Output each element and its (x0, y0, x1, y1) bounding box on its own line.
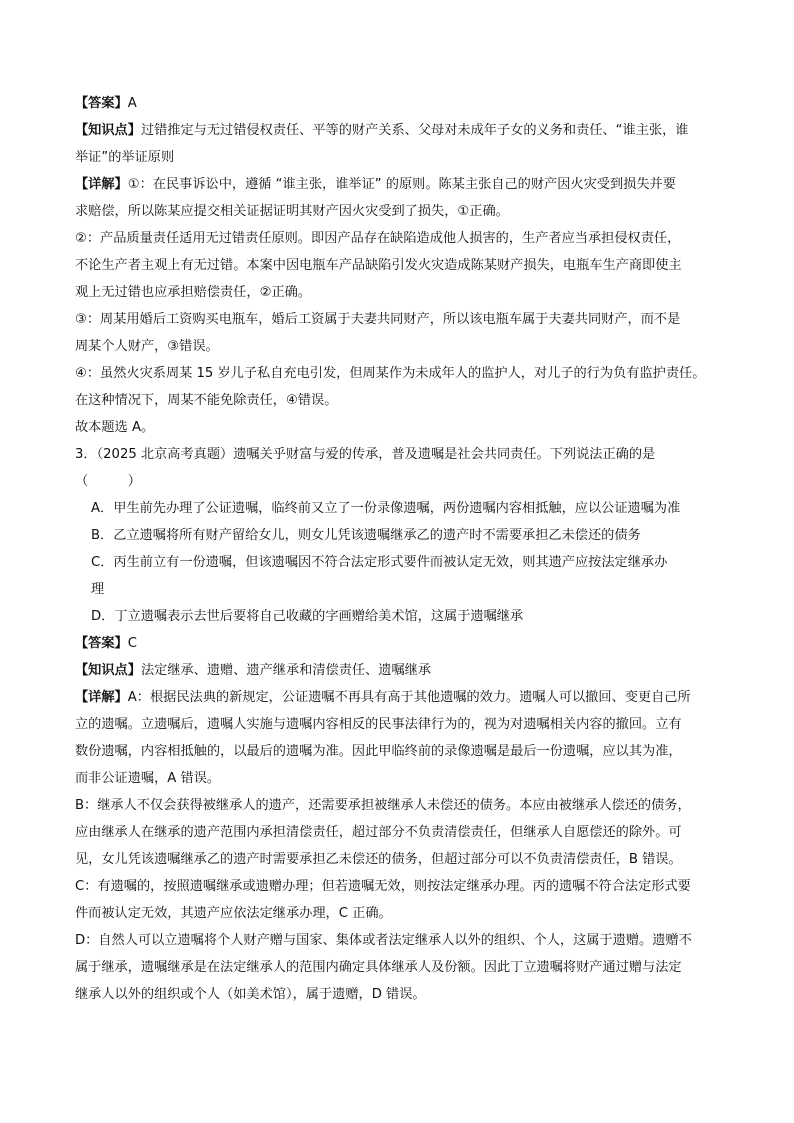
detail-text: ①：在民事诉讼中，遵循 “谁主张，谁举证” 的原则。陈某主张自己的财产因火灾受到损失并要 (127, 177, 676, 192)
q3-detail-line-2: 立的遗嘱。立遗嘱后，遗嘱人实施与遗嘱内容相反的民事法律行为的，视为对遗嘱相关内容的撤回。立有 (75, 717, 682, 732)
q2-detail-line-9: 在这种情况下，周某不能免除责任，④错误。 (75, 393, 338, 408)
q3-detail-line-10: D：自然人可以立遗嘱将个人财产赠与国家、集体或者法定继承人以外的组织、个人，这属于遗赠。遗赠不 (75, 933, 692, 948)
q2-detail-line-6: ③：周某用婚后工资购买电瓶车，婚后工资属于夫妻共同财产，所以该电瓶车属于夫妻共同财产，而不是 (75, 312, 681, 327)
detail-tag: 【详解】 (75, 690, 128, 705)
detail-text: A：根据民法典的新规定，公证遗嘱不再具有高于其他遗嘱的效力。遗嘱人可以撤回、变更自己所 (127, 690, 691, 705)
q3-detail-line-12: 继承人以外的组织或个人（如美术馆），属于遗赠，D 错误。 (75, 987, 426, 1002)
q2-detail-line (75, 171, 730, 198)
q3-answer-blank: （ ） (75, 474, 141, 489)
q2-detail-line-2: 求赔偿，所以陈某应提交相关证据证明其财产因火灾受到了损失，①正确。 (75, 204, 509, 219)
q2-detail-line-8: ④：虽然火灾系周某 15 岁儿子私自充电引发，但周某作为未成年人的监护人，对儿子的行为负有监护责任。 (75, 366, 706, 381)
q3-knowledge-line (75, 657, 730, 684)
q3-option-b: B．乙立遗嘱将所有财产留给女儿，则女儿凭该遗嘱继承乙的遗产时不需要承担乙未偿还的债务 (91, 528, 641, 543)
q3-detail-line (75, 684, 730, 711)
q2-detail-line-7: 周某个人财产，③错误。 (75, 339, 219, 354)
q2-conclusion: 故本题选 A。 (75, 420, 155, 435)
answer-tag: 【答案】 (75, 96, 128, 111)
q2-answer-line (75, 90, 730, 117)
q2-detail-line-4: 不论生产者主观上有无过错。本案中因电瓶车产品缺陷引发火灾造成陈某财产损失，电瓶车生产商即使主 (75, 258, 682, 273)
q2-detail-line-3: ②：产品质量责任适用无过错责任原则。即因产品存在缺陷造成他人损害的，生产者应当承担侵权责任， (75, 231, 681, 246)
answer-value: A (127, 96, 137, 111)
q3-option-d: D．丁立遗嘱表示去世后要将自己收藏的字画赠给美术馆，这属于遗嘱继承 (91, 609, 524, 624)
q3-detail-line-3: 数份遗嘱，内容相抵触的，以最后的遗嘱为准。因此甲临终前的录像遗嘱是最后一份遗嘱，应以其为准， (75, 744, 682, 759)
knowledge-tag: 【知识点】 (75, 663, 141, 678)
knowledge-text: 法定继承、遗赠、遗产继承和清偿责任、遗嘱继承 (140, 663, 432, 678)
q2-knowledge-line (75, 117, 730, 144)
page-content (75, 90, 730, 1008)
q3-stem: 3．（2025 北京高考真题）遗嘱关乎财富与爱的传承，普及遗嘱是社会共同责任。下列说法正确的是 (75, 447, 656, 462)
knowledge-tag: 【知识点】 (75, 123, 141, 138)
q3-option-c-cont: 理 (91, 582, 105, 597)
knowledge-text: 过错推定与无过错侵权责任、平等的财产关系、父母对未成年子女的义务和责任、“谁主张，谁 (140, 123, 689, 138)
q3-detail-line-8: C：有遗嘱的，按照遗嘱继承或遗赠办理；但若遗嘱无效，则按法定继承办理。丙的遗嘱不符合法定形式要 (75, 879, 691, 894)
answer-value: C (127, 636, 137, 651)
q2-knowledge-line-2: 举证”的举证原则 (75, 150, 175, 165)
q3-option-a: A．甲生前先办理了公证遗嘱，临终前又立了一份录像遗嘱，两份遗嘱内容相抵触，应以公证遗嘱为准 (91, 501, 681, 516)
q3-detail-line-7: 见，女儿凭该遗嘱继承乙的遗产时需要承担乙未偿还的债务，但超过部分可以不负责清偿责任，B 错误。 (75, 852, 682, 867)
detail-tag: 【详解】 (75, 177, 128, 192)
q3-option-c: C．丙生前立有一份遗嘱，但该遗嘱因不符合法定形式要件而被认定无效，则其遗产应按法定继承办 (91, 555, 668, 570)
q3-detail-line-4: 而非公证遗嘱，A 错误。 (75, 771, 221, 786)
answer-tag: 【答案】 (75, 636, 128, 651)
q3-detail-line-9: 件而被认定无效，其遗产应依法定继承办理，C 正确。 (75, 906, 392, 921)
q3-detail-line-5: B：继承人不仅会获得被继承人的遗产，还需要承担被继承人未偿还的债务。本应由被继承人偿还的债务， (75, 798, 691, 813)
q2-detail-line-5: 观上无过错也应承担赔偿责任，②正确。 (75, 285, 312, 300)
q3-detail-line-11: 属于继承，遗嘱继承是在法定继承人的范围内确定具体继承人及份额。因此丁立遗嘱将财产通过赠与法定 (75, 960, 682, 975)
q3-answer-line (75, 630, 730, 657)
q3-detail-line-6: 应由继承人在继承的遗产范围内承担清偿责任，超过部分不负责清偿责任，但继承人自愿偿还的除外。可 (75, 825, 682, 840)
